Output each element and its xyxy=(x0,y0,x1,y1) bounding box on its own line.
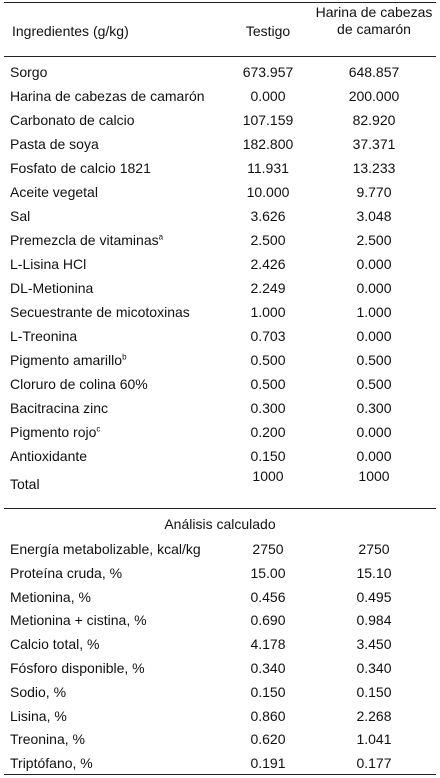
ingredient-name xyxy=(10,276,93,300)
table-row xyxy=(0,228,440,252)
control-value: 107.159 xyxy=(242,112,294,128)
table-row xyxy=(0,705,440,729)
control-value: 0.200 xyxy=(250,424,286,440)
control-value: 0.690 xyxy=(250,612,286,629)
table-row xyxy=(0,396,440,420)
header-shrimp-line2: de camarón xyxy=(337,21,411,37)
table-row xyxy=(0,60,440,84)
analysis-name: Treonina, % xyxy=(10,731,85,748)
header-control: Testigo xyxy=(245,23,291,39)
ingredient-name xyxy=(10,396,108,420)
table-row xyxy=(0,728,440,752)
ingredient-name xyxy=(10,156,151,180)
ingredient-name xyxy=(10,420,100,444)
ingredient-label: Pigmento rojo xyxy=(10,424,97,440)
analysis-name: Proteína cruda, % xyxy=(10,564,123,581)
analysis-name: Triptófano, % xyxy=(10,755,93,772)
analysis-name: Energía metabolizable, kcal/kg xyxy=(10,541,201,557)
header-shrimp-line1: Harina de cabezas xyxy=(315,4,433,20)
table-row xyxy=(0,276,440,300)
shrimp-value: 1.041 xyxy=(356,731,392,748)
ingredient-label: Fosfato de calcio 1821 xyxy=(10,160,151,176)
control-value: 2.249 xyxy=(250,280,286,296)
ingredient-name xyxy=(10,180,98,204)
shrimp-value: 0.000 xyxy=(356,448,392,464)
shrimp-value: 37.371 xyxy=(352,136,396,152)
footnote-marker: c xyxy=(96,424,101,434)
footnote-marker: b xyxy=(122,352,127,362)
footnote-marker: a xyxy=(158,232,164,242)
ingredient-label: Carbonato de calcio xyxy=(10,112,135,128)
ingredient-label: Harina de cabezas de camarón xyxy=(10,88,205,104)
table-row xyxy=(0,609,440,633)
table-row xyxy=(0,681,440,705)
shrimp-value: 2.268 xyxy=(356,707,392,724)
analysis-name: Sodio, % xyxy=(10,683,67,700)
table-row xyxy=(0,108,440,132)
ingredient-label: Aceite vegetal xyxy=(10,184,98,200)
control-value: 0.500 xyxy=(250,352,286,368)
ingredient-name xyxy=(10,252,86,276)
shrimp-value: 0.150 xyxy=(356,683,392,700)
ingredient-name xyxy=(10,132,99,156)
ingredient-label: Pasta de soya xyxy=(10,136,99,152)
ingredient-name xyxy=(10,60,47,84)
total-label: Total xyxy=(10,476,40,492)
shrimp-value: 0.500 xyxy=(356,376,392,392)
control-value: 0.860 xyxy=(250,707,286,724)
ingredient-label: Bacitracina zinc xyxy=(10,400,109,416)
ingredient-name xyxy=(10,204,30,228)
control-value: 1.000 xyxy=(250,304,286,320)
shrimp-value: 0.000 xyxy=(356,424,392,440)
shrimp-value: 0.495 xyxy=(356,588,392,605)
ingredient-name xyxy=(10,444,87,468)
control-value: 0.620 xyxy=(250,731,286,748)
shrimp-value: 9.770 xyxy=(356,184,392,200)
ingredient-name xyxy=(10,324,77,348)
control-value: 2.500 xyxy=(250,232,286,248)
shrimp-value: 0.000 xyxy=(356,256,392,272)
shrimp-value: 2.500 xyxy=(356,232,392,248)
control-value: 673.957 xyxy=(242,64,294,80)
analysis-name: Metionina, % xyxy=(10,588,91,605)
analysis-name: Lisina, % xyxy=(10,707,67,724)
shrimp-value: 3.450 xyxy=(356,636,392,653)
shrimp-value: 1.000 xyxy=(356,304,392,320)
control-value: 10.000 xyxy=(246,184,290,200)
control-value: 182.800 xyxy=(242,136,294,152)
control-value: 15.00 xyxy=(250,564,286,581)
table-row xyxy=(0,372,440,396)
ingredient-name xyxy=(10,108,135,132)
total-shrimp-value: 1000 xyxy=(358,468,390,484)
ingredient-label: Pigmento amarillo xyxy=(10,352,123,368)
shrimp-value: 3.048 xyxy=(356,208,392,224)
control-value: 0.150 xyxy=(250,683,286,700)
table-row xyxy=(0,420,440,444)
table-row xyxy=(0,84,440,108)
header-rule xyxy=(4,56,436,57)
bottom-rule xyxy=(4,774,436,775)
control-value: 11.931 xyxy=(247,160,289,176)
ingredient-label: Secuestrante de micotoxinas xyxy=(10,304,190,320)
analysis-title: Análisis calculado xyxy=(164,516,276,532)
analysis-name: Fósforo disponible, % xyxy=(10,659,145,676)
ingredient-label: Antioxidante xyxy=(10,448,88,464)
shrimp-value: 0.984 xyxy=(356,612,392,629)
ingredient-label: Premezcla de vitaminas xyxy=(10,232,159,248)
analysis-name: Calcio total, % xyxy=(10,636,100,653)
analysis-name: Metionina + cistina, % xyxy=(10,612,147,629)
table-row xyxy=(0,538,440,562)
control-value: 0.500 xyxy=(250,376,286,392)
table-row xyxy=(0,348,440,372)
analysis-rows xyxy=(0,538,440,776)
ingredient-name xyxy=(10,300,190,324)
shrimp-value: 200.000 xyxy=(348,88,400,104)
shrimp-value: 0.500 xyxy=(356,352,392,368)
shrimp-value: 15.10 xyxy=(356,564,392,581)
ingredient-label: DL-Metionina xyxy=(10,280,94,296)
table-row xyxy=(0,324,440,348)
table-row xyxy=(0,204,440,228)
ingredient-label: Sal xyxy=(10,208,31,224)
table-row xyxy=(0,586,440,610)
total-row xyxy=(0,468,440,492)
control-value: 0.340 xyxy=(250,659,286,676)
ingredient-label: Sorgo xyxy=(10,64,48,80)
shrimp-value: 13.233 xyxy=(352,160,396,176)
control-value: 4.178 xyxy=(250,636,286,653)
table-row xyxy=(0,180,440,204)
control-value: 3.626 xyxy=(250,208,286,224)
shrimp-value: 0.300 xyxy=(356,400,392,416)
top-rule xyxy=(4,2,436,3)
table-row xyxy=(0,252,440,276)
table-row xyxy=(0,657,440,681)
shrimp-value: 0.000 xyxy=(356,280,392,296)
shrimp-value: 0.000 xyxy=(356,328,392,344)
ingredient-label: L-Treonina xyxy=(10,328,78,344)
control-value: 0.150 xyxy=(250,448,286,464)
control-value: 0.703 xyxy=(250,328,286,344)
control-value: 2750 xyxy=(252,541,284,557)
ingredient-name xyxy=(10,228,163,252)
table-row xyxy=(0,562,440,586)
ingredient-rows xyxy=(0,60,440,492)
total-control-value: 1000 xyxy=(252,468,284,484)
header-ingredients: Ingredientes (g/kg) xyxy=(12,23,129,39)
ingredient-name xyxy=(10,372,148,396)
header-shrimp-meal xyxy=(312,4,436,38)
table-row xyxy=(0,633,440,657)
control-value: 0.191 xyxy=(250,755,286,772)
shrimp-value: 0.340 xyxy=(356,659,392,676)
control-value: 0.456 xyxy=(250,588,286,605)
control-value: 0.000 xyxy=(250,88,286,104)
shrimp-value: 2750 xyxy=(358,541,390,557)
table-row xyxy=(0,300,440,324)
ingredient-name xyxy=(10,348,127,372)
shrimp-value: 0.177 xyxy=(356,755,392,772)
control-value: 2.426 xyxy=(250,256,286,272)
ingredient-name xyxy=(10,84,205,108)
ingredient-label: L-Lisina HCl xyxy=(10,256,87,272)
table-row xyxy=(0,156,440,180)
shrimp-value: 648.857 xyxy=(348,64,400,80)
shrimp-value: 82.920 xyxy=(352,112,396,128)
table-row xyxy=(0,752,440,776)
control-value: 0.300 xyxy=(250,400,286,416)
table-row xyxy=(0,132,440,156)
middle-rule xyxy=(4,508,436,509)
ingredient-label: Cloruro de colina 60% xyxy=(10,376,148,392)
